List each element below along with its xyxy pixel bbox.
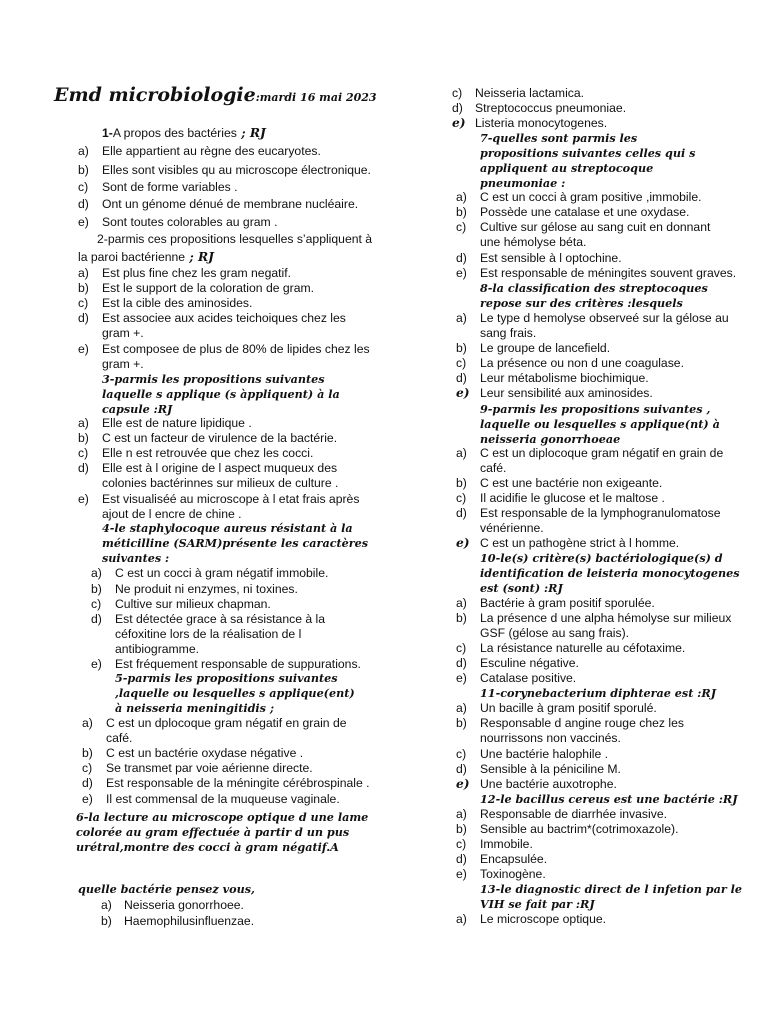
option-letter: a) bbox=[82, 716, 93, 730]
option-text: Est composee de plus de 80% de lipides chez les bbox=[102, 342, 370, 356]
question-10-line: est (sont) :RJ bbox=[480, 581, 563, 595]
option-text: Est responsable de méningites souvent graves. bbox=[480, 266, 737, 280]
question-4-line: méticilline (SARM)présente les caractères bbox=[102, 536, 369, 550]
question-7-line: pneumoniae : bbox=[480, 176, 566, 190]
option-text: Cultive sur gélose au sang cuit en donnant bbox=[480, 220, 711, 234]
option-letter: b) bbox=[78, 431, 89, 445]
option-letter: a) bbox=[456, 596, 467, 610]
option-text: GSF (gélose au sang frais). bbox=[480, 626, 630, 640]
question-4-line: suivantes : bbox=[102, 551, 170, 565]
question-3-line: capsule :RJ bbox=[102, 402, 173, 416]
option-text: café. bbox=[106, 731, 133, 745]
option-letter: a) bbox=[78, 144, 89, 158]
option-letter: c) bbox=[78, 180, 89, 194]
option-text: C est un cocci à gram négatif immobile. bbox=[115, 566, 329, 580]
option-text: Est responsable de la lymphogranulomatose bbox=[480, 506, 721, 520]
option-text: Elle appartient au règne des eucaryotes. bbox=[102, 144, 321, 158]
question-7: 7-quelles sont parmis les bbox=[480, 131, 638, 145]
option-text: Cultive sur milieux chapman. bbox=[115, 597, 271, 611]
option-letter: b) bbox=[456, 716, 467, 730]
option-text: Le groupe de lancefield. bbox=[480, 341, 611, 355]
option-letter: d) bbox=[91, 612, 102, 626]
option-text: Bactérie à gram positif sporulée. bbox=[480, 596, 655, 610]
option-text: Elles sont visibles qu au microscope électronique. bbox=[102, 163, 371, 177]
option-letter: b) bbox=[82, 746, 93, 760]
option-text: Le microscope optique. bbox=[480, 912, 607, 926]
question-9-line: neisseria gonorrhoeae bbox=[480, 432, 621, 446]
question-3: 3-parmis les propositions suivantes bbox=[102, 372, 325, 386]
option-letter: e) bbox=[91, 657, 102, 671]
option-letter: a) bbox=[78, 266, 89, 280]
question-9-line: laquelle ou lesquelles s applique(nt) à bbox=[480, 417, 720, 431]
page-title bbox=[54, 84, 377, 106]
option-letter: a) bbox=[456, 807, 467, 821]
question-13-line: VIH se fait par :RJ bbox=[480, 897, 595, 911]
question-6-line: quelle bactérie pensez vous, bbox=[78, 882, 255, 896]
question-12: 12-le bacillus cereus est une bactérie :RJ bbox=[480, 792, 738, 806]
option-text: Immobile. bbox=[480, 837, 533, 851]
question-2: 2-parmis ces propositions lesquelles s’appliquent à bbox=[97, 232, 373, 246]
question-9: 9-parmis les propositions suivantes , bbox=[480, 402, 711, 416]
option-letter: e) bbox=[456, 536, 470, 550]
option-letter: a) bbox=[456, 311, 467, 325]
question-6-line: urétral,montre des cocci à gram négatif.A bbox=[76, 840, 339, 854]
question-10: 10-le(s) critère(s) bactériologique(s) d bbox=[480, 551, 723, 565]
question-4: 4-le staphylocoque aureus résistant à la bbox=[102, 521, 353, 535]
question-5-line: ,laquelle ou lesquelles s applique(ent) bbox=[115, 686, 355, 700]
title-date: :mardi 16 mai 2023 bbox=[255, 91, 377, 104]
option-letter: c) bbox=[456, 491, 467, 505]
option-letter: d) bbox=[78, 311, 89, 325]
option-text: café. bbox=[480, 461, 507, 475]
option-text: Est détectée grace à sa résistance à la bbox=[115, 612, 326, 626]
question-5: 5-parmis les propositions suivantes bbox=[115, 671, 338, 685]
option-text: La présence d une alpha hémolyse sur milieux bbox=[480, 611, 732, 625]
question-2-line: la paroi bactérienne ; RJ bbox=[78, 250, 214, 264]
option-text: La résistance naturelle au céfotaxime. bbox=[480, 641, 686, 655]
option-letter: c) bbox=[78, 296, 89, 310]
option-letter: e) bbox=[456, 671, 467, 685]
option-text: nourrissons non vaccinés. bbox=[480, 731, 621, 745]
option-text: Est le support de la coloration de gram. bbox=[102, 281, 315, 295]
option-text: Elle n est retrouvée que chez les cocci. bbox=[102, 446, 314, 460]
option-text: céfoxitine lors de la réalisation de l bbox=[115, 627, 302, 641]
option-text: Ne produit ni enzymes, ni toxines. bbox=[115, 582, 298, 596]
option-text: C est un cocci à gram positive ,immobile. bbox=[480, 190, 702, 204]
question-8: 8-la classification des streptocoques bbox=[480, 281, 708, 295]
option-text: Neisseria gonorrhoee. bbox=[124, 898, 244, 912]
option-text: C est un dplocoque gram négatif en grain de bbox=[106, 716, 347, 730]
option-letter: c) bbox=[452, 86, 463, 100]
question-3-line: laquelle s applique (s àppliquent) à la bbox=[102, 387, 340, 401]
option-text: Ont un génome dénué de membrane nucléaire. bbox=[102, 197, 359, 211]
option-letter: a) bbox=[78, 416, 89, 430]
option-text: Il est commensal de la muqueuse vaginale. bbox=[106, 792, 340, 806]
option-text: Haemophilusinfluenzae. bbox=[124, 914, 255, 928]
option-text: Responsable d angine rouge chez les bbox=[480, 716, 684, 730]
option-text: Le type d hemolyse observeé sur la gélose au bbox=[480, 311, 729, 325]
option-letter: a) bbox=[101, 898, 112, 912]
question-7-line: appliquent au streptocoque bbox=[480, 161, 654, 175]
question-11: 11-corynebacterium diphterae est :RJ bbox=[480, 686, 716, 700]
option-text: Elle est à l origine de l aspect muqueux des bbox=[102, 461, 338, 475]
option-letter: d) bbox=[456, 656, 467, 670]
option-letter: d) bbox=[78, 197, 89, 211]
option-text: une hémolyse béta. bbox=[480, 235, 587, 249]
option-text: Possède une catalase et une oxydase. bbox=[480, 205, 690, 219]
option-letter: e) bbox=[78, 215, 89, 229]
option-text: Est la cible des aminosides. bbox=[102, 296, 253, 310]
option-text: Il acidifie le glucose et le maltose . bbox=[480, 491, 665, 505]
option-text: Sensible à la péniciline M. bbox=[480, 762, 621, 776]
option-letter: b) bbox=[91, 582, 102, 596]
option-letter: b) bbox=[101, 914, 112, 928]
option-text: sang frais. bbox=[480, 326, 537, 340]
option-text: Est responsable de la méningite cérébrospinale . bbox=[106, 776, 370, 790]
option-letter: c) bbox=[91, 597, 102, 611]
option-letter: d) bbox=[82, 776, 93, 790]
option-text: Sont toutes colorables au gram . bbox=[102, 215, 278, 229]
option-text: Leur sensibilité aux aminosides. bbox=[480, 386, 653, 400]
option-letter: d) bbox=[456, 251, 467, 265]
option-letter: a) bbox=[456, 446, 467, 460]
option-text: Une bactérie auxotrophe. bbox=[480, 777, 617, 791]
option-text: Est associee aux acides teichoiques chez les bbox=[102, 311, 346, 325]
option-text: ajout de l encre de chine . bbox=[102, 507, 242, 521]
option-text: Neisseria lactamica. bbox=[475, 86, 585, 100]
option-text: Responsable de diarrhée invasive. bbox=[480, 807, 667, 821]
option-text: C est un facteur de virulence de la bactérie. bbox=[102, 431, 338, 445]
option-letter: d) bbox=[456, 506, 467, 520]
option-text: Leur métabolisme biochimique. bbox=[480, 371, 649, 385]
option-text: Se transmet par voie aérienne directe. bbox=[106, 761, 313, 775]
option-letter: e) bbox=[456, 867, 467, 881]
option-text: colonies bactérinnes sur milieux de culture . bbox=[102, 476, 339, 490]
option-text: Un bacille à gram positif sporulé. bbox=[480, 701, 657, 715]
option-letter: e) bbox=[78, 492, 89, 506]
option-letter: a) bbox=[456, 912, 467, 926]
option-text: C est un diplocoque gram négatif en grain de bbox=[480, 446, 724, 460]
option-text: gram +. bbox=[102, 326, 144, 340]
option-letter: c) bbox=[456, 356, 467, 370]
option-text: Est fréquement responsable de suppurations. bbox=[115, 657, 361, 671]
option-letter: e) bbox=[456, 386, 470, 400]
option-letter: b) bbox=[456, 611, 467, 625]
question-8-line: repose sur des critères :lesquels bbox=[480, 296, 683, 310]
option-text: Est visualiséé au microscope à l etat frais après bbox=[102, 492, 360, 506]
option-letter: b) bbox=[78, 163, 89, 177]
option-text: antibiogramme. bbox=[115, 642, 199, 656]
option-letter: e) bbox=[452, 116, 466, 130]
option-text: Streptococcus pneumoniae. bbox=[475, 101, 627, 115]
option-letter: d) bbox=[456, 371, 467, 385]
question-13: 13-le diagnostic direct de l infetion par le bbox=[480, 882, 743, 896]
question-6: 6-la lecture au microscope optique d une lame bbox=[76, 810, 369, 824]
option-letter: c) bbox=[456, 747, 467, 761]
option-text: C est une bactérie non exigeante. bbox=[480, 476, 663, 490]
option-letter: a) bbox=[91, 566, 102, 580]
question-5-line: à neisseria meningitidis ; bbox=[115, 701, 275, 715]
option-letter: c) bbox=[456, 641, 467, 655]
option-letter: d) bbox=[452, 101, 463, 115]
option-text: Encapsulée. bbox=[480, 852, 548, 866]
option-letter: c) bbox=[456, 220, 467, 234]
option-text: C est un bactérie oxydase négative . bbox=[106, 746, 304, 760]
option-letter: a) bbox=[456, 190, 467, 204]
option-letter: b) bbox=[456, 476, 467, 490]
option-text: Elle est de nature lipidique . bbox=[102, 416, 252, 430]
question-10-line: identification de leisteria monocytogenes bbox=[480, 566, 740, 580]
question-7-line: propositions suivantes celles qui s bbox=[480, 146, 696, 160]
option-letter: e) bbox=[456, 777, 470, 791]
option-text: Catalase positive. bbox=[480, 671, 577, 685]
option-letter: b) bbox=[456, 341, 467, 355]
option-text: Listeria monocytogenes. bbox=[475, 116, 608, 130]
question-6-line: colorée au gram effectuée à partir d un pus bbox=[76, 825, 350, 839]
option-letter: b) bbox=[456, 205, 467, 219]
option-text: Sensible au bactrim*(cotrimoxazole). bbox=[480, 822, 679, 836]
option-letter: b) bbox=[456, 822, 467, 836]
option-text: vénérienne. bbox=[480, 521, 544, 535]
title-main: Emd microbiologie bbox=[54, 84, 256, 106]
option-letter: c) bbox=[82, 761, 93, 775]
option-text: Esculine négative. bbox=[480, 656, 579, 670]
option-letter: d) bbox=[456, 852, 467, 866]
question-1: 1-A propos des bactéries ; RJ bbox=[102, 126, 266, 140]
option-letter: b) bbox=[78, 281, 89, 295]
option-letter: e) bbox=[82, 792, 93, 806]
option-letter: a) bbox=[456, 701, 467, 715]
option-text: Est sensible à l optochine. bbox=[480, 251, 622, 265]
option-text: La présence ou non d une coagulase. bbox=[480, 356, 684, 370]
option-text: C est un pathogène strict à l homme. bbox=[480, 536, 680, 550]
option-text: Toxinogène. bbox=[480, 867, 546, 881]
option-text: Une bactérie halophile . bbox=[480, 747, 609, 761]
option-text: Sont de forme variables . bbox=[102, 180, 238, 194]
option-letter: d) bbox=[456, 762, 467, 776]
option-letter: e) bbox=[78, 342, 89, 356]
option-text: gram +. bbox=[102, 357, 144, 371]
option-letter: c) bbox=[456, 837, 467, 851]
option-text: Est plus fine chez les gram negatif. bbox=[102, 266, 292, 280]
option-letter: e) bbox=[456, 266, 467, 280]
option-letter: c) bbox=[78, 446, 89, 460]
option-letter: d) bbox=[78, 461, 89, 475]
